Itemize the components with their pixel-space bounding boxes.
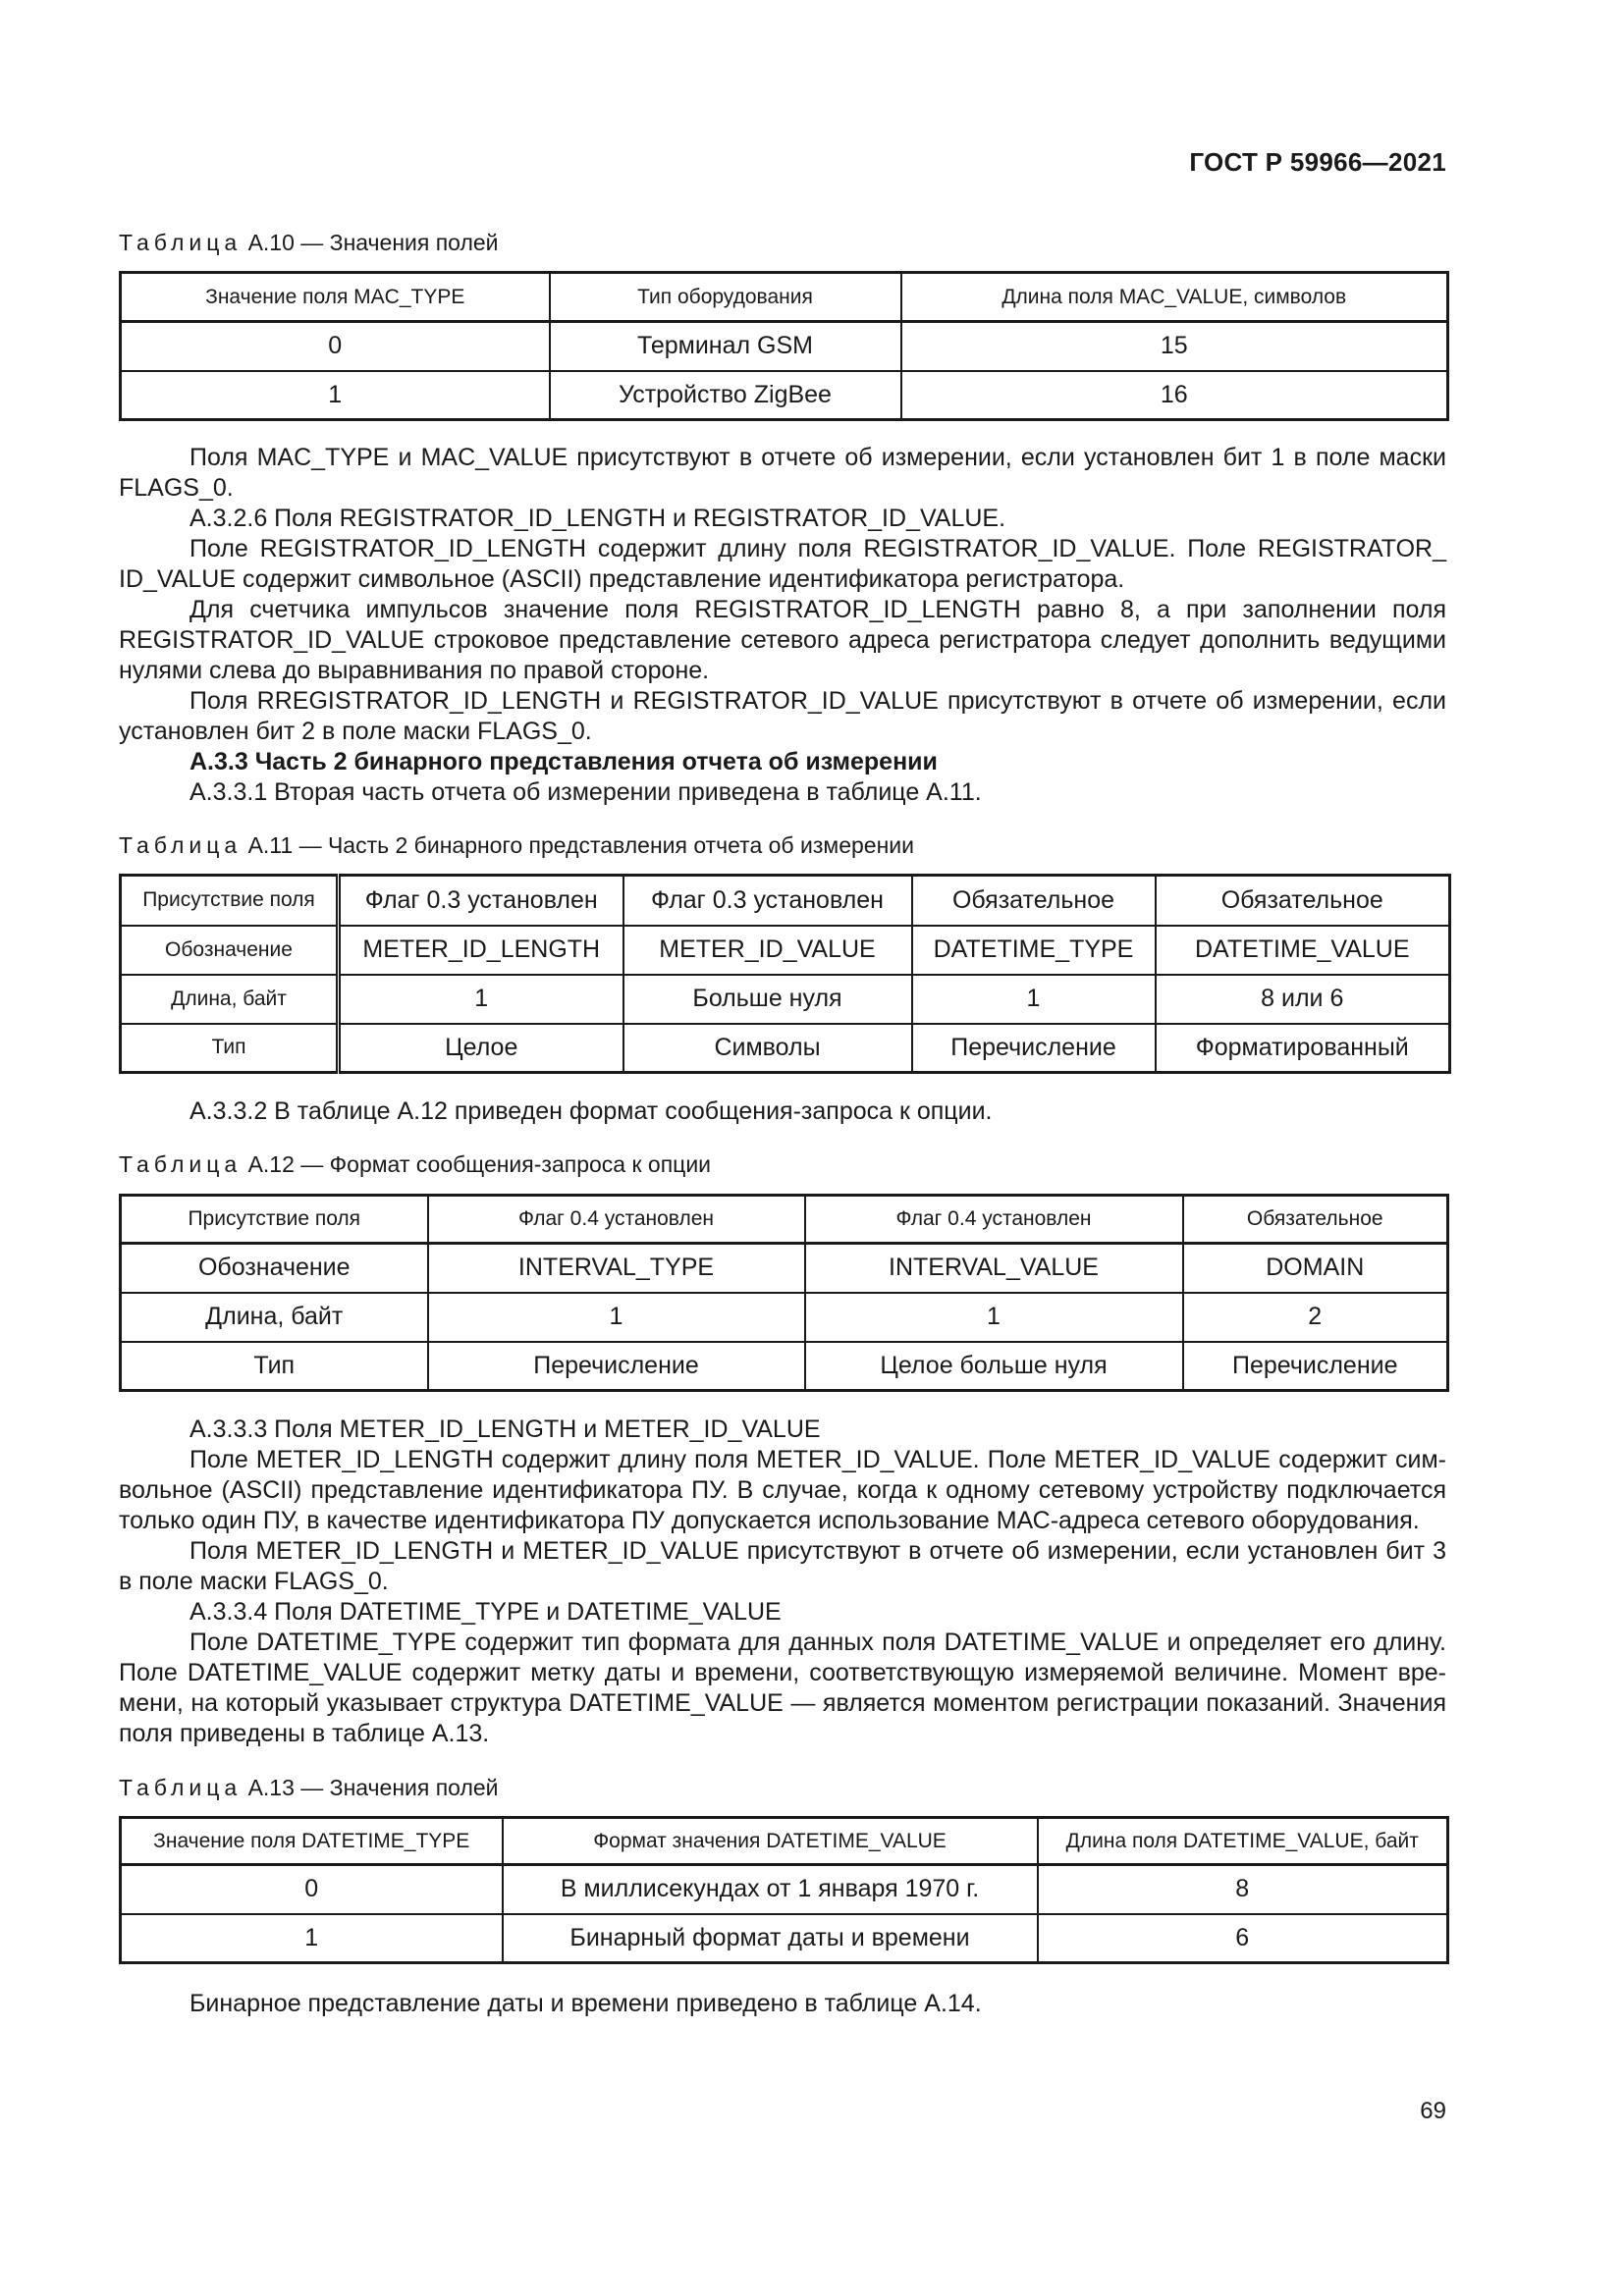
- table-a13-header-row: [121, 1818, 1448, 1865]
- table-a12: [119, 1194, 1449, 1392]
- table-a12-header-cell: Флаг 0.4 установлен: [428, 1196, 805, 1244]
- table-cell: 16: [901, 371, 1448, 420]
- table-a10-caption-text: А.10 — Значения полей: [242, 230, 499, 255]
- table-cell: Обязательное: [1156, 876, 1450, 926]
- document-id-header: ГОСТ Р 59966—2021: [1189, 147, 1446, 177]
- paragraph-block-1: [119, 443, 1446, 808]
- table-a12-header-cell: Флаг 0.4 установлен: [805, 1196, 1183, 1244]
- table-row-label: Длина, байт: [121, 1293, 428, 1342]
- paragraph-block-2: [119, 1415, 1446, 1749]
- paragraph: Поля MAC_TYPE и MAC_VALUE присутствуют в отчете об измерении, если установлен бит 1 в поле маски FLAGS_0.: [119, 444, 1446, 502]
- table-row: [121, 322, 1448, 371]
- table-row: [121, 926, 1450, 975]
- paragraph: Поля METER_ID_LENGTH и METER_ID_VALUE присутствуют в отчете об измерении, если установлен бит 3 в поле маски FLAGS_0.: [119, 1537, 1446, 1595]
- table-row-label: Тип: [121, 1024, 339, 1073]
- table-row: [121, 1914, 1448, 1963]
- table-cell: Перечисление: [428, 1342, 805, 1391]
- paragraph: Для счетчика импульсов значение поля REGISTRATOR_ID_LENGTH равно 8, а при заполнении поля REGISTRATOR_ID_VALUE строковое представление сетевого адреса регистратора следует дополнить ведущими нулями слева до выравнивания по правой стороне.: [119, 596, 1446, 684]
- table-cell: Устройство ZigBee: [550, 371, 901, 420]
- paragraph: Поле METER_ID_LENGTH содержит длину поля METER_ID_VALUE. Поле METER_ID_VALUE содержит сим-вольное (ASCII) представление идентификатора ПУ. В случае, когда к одному сетевому устройству подключается только один ПУ, в качестве идентификатора ПУ допускается использование МАС-адреса сетевого оборудования.: [119, 1446, 1446, 1534]
- table-row: [121, 371, 1448, 420]
- table-cell: Символы: [623, 1024, 912, 1073]
- table-cell: INTERVAL_TYPE: [428, 1244, 805, 1293]
- table-cell: Форматированный: [1156, 1024, 1450, 1073]
- paragraph: Поле REGISTRATOR_ID_LENGTH содержит длину поля REGISTRATOR_ID_VALUE. Поле REGISTRATOR_ ID_VALUE содержит символьное (ASCII) представление идентификатора регистратора.: [119, 535, 1446, 593]
- paragraph-a332: А.3.3.2 В таблице А.12 приведен формат сообщения-запроса к опции.: [189, 1097, 993, 1125]
- table-a13-caption-text: А.13 — Значения полей: [242, 1775, 499, 1800]
- table-a13-caption-word: Таблица: [119, 1775, 243, 1800]
- table-cell: Целое больше нуля: [805, 1342, 1183, 1391]
- table-cell: METER_ID_VALUE: [623, 926, 912, 975]
- table-row-label: Тип: [121, 1342, 428, 1391]
- table-cell: Бинарный формат даты и времени: [503, 1914, 1038, 1963]
- table-a13-header-cell: Формат значения DATETIME_VALUE: [503, 1818, 1038, 1865]
- table-cell: INTERVAL_VALUE: [805, 1244, 1183, 1293]
- table-row: [121, 1865, 1448, 1914]
- table-a12-header-cell: Обязательное: [1183, 1196, 1448, 1244]
- table-a10-header-cell: Длина поля MAC_VALUE, символов: [901, 273, 1448, 322]
- table-cell: 8: [1038, 1865, 1448, 1914]
- table-cell: 8 или 6: [1156, 975, 1450, 1024]
- table-cell: 1: [428, 1293, 805, 1342]
- table-a12-caption-text: А.12 — Формат сообщения-запроса к опции: [242, 1151, 712, 1177]
- table-row-label: Присутствие поля: [121, 876, 339, 926]
- table-cell: Больше нуля: [623, 975, 912, 1024]
- table-a12-caption-word: Таблица: [119, 1151, 243, 1177]
- table-cell: 1: [339, 975, 623, 1024]
- paragraph-final: Бинарное представление даты и времени приведено в таблице А.14.: [189, 1990, 982, 2017]
- table-row: [121, 1024, 1450, 1073]
- section-heading-a33: А.3.3 Часть 2 бинарного представления отчета об измерении: [189, 748, 938, 775]
- page-number: 69: [1420, 2098, 1446, 2124]
- table-a10-header-cell: Значение поля MAC_TYPE: [121, 273, 550, 322]
- table-a12-caption: [119, 1151, 711, 1178]
- table-cell: Терминал GSM: [550, 322, 901, 371]
- table-cell: Флаг 0.3 установлен: [339, 876, 623, 926]
- table-row-label: Обозначение: [121, 1244, 428, 1293]
- table-cell: 2: [1183, 1293, 1448, 1342]
- table-a11-caption-word: Таблица: [119, 832, 243, 858]
- table-cell: 0: [121, 322, 550, 371]
- paragraph: Поля RREGISTRATOR_ID_LENGTH и REGISTRATOR_ID_VALUE присутствуют в отчете об измерении, если установлен бит 2 в поле маски FLAGS_0.: [119, 687, 1446, 745]
- table-cell: DATETIME_VALUE: [1156, 926, 1450, 975]
- table-a11-caption-text: А.11 — Часть 2 бинарного представления отчета об измерении: [242, 832, 914, 858]
- table-cell: Перечисление: [1183, 1342, 1448, 1391]
- table-a10: [119, 271, 1449, 421]
- paragraph: Поле DATETIME_TYPE содержит тип формата для данных поля DATETIME_VALUE и определяет его длину. Поле DATETIME_VALUE содержит метку даты и времени, соответствующую измеряемой величине. Момент вре-мени, на который указывает структура DATETIME_VALUE — является моментом регистрации показаний. Значения поля приведены в таблице А.13.: [119, 1629, 1446, 1747]
- table-cell: В миллисекундах от 1 января 1970 г.: [503, 1865, 1038, 1914]
- table-row: [121, 975, 1450, 1024]
- table-a11-caption: [119, 832, 914, 859]
- table-cell: DATETIME_TYPE: [912, 926, 1156, 975]
- table-cell: 1: [805, 1293, 1183, 1342]
- table-a13-header-cell: Значение поля DATETIME_TYPE: [121, 1818, 503, 1865]
- table-row: [121, 1293, 1448, 1342]
- table-cell: 1: [121, 371, 550, 420]
- table-cell: 1: [912, 975, 1156, 1024]
- table-cell: DOMAIN: [1183, 1244, 1448, 1293]
- section-heading-a326: А.3.2.6 Поля REGISTRATOR_ID_LENGTH и REGISTRATOR_ID_VALUE.: [189, 505, 1006, 532]
- table-row-label: Обозначение: [121, 926, 339, 975]
- section-heading-a333: А.3.3.3 Поля METER_ID_LENGTH и METER_ID_VALUE: [189, 1415, 821, 1443]
- table-cell: Флаг 0.3 установлен: [623, 876, 912, 926]
- table-a11: [119, 874, 1451, 1074]
- table-row: [121, 1342, 1448, 1391]
- table-cell: Обязательное: [912, 876, 1156, 926]
- section-heading-a334: А.3.3.4 Поля DATETIME_TYPE и DATETIME_VALUE: [189, 1598, 782, 1626]
- table-a10-caption: [119, 230, 499, 256]
- table-a12-header-cell: Присутствие поля: [121, 1196, 428, 1244]
- table-a13-header-cell: Длина поля DATETIME_VALUE, байт: [1038, 1818, 1448, 1865]
- table-a13: [119, 1816, 1449, 1964]
- table-cell: 6: [1038, 1914, 1448, 1963]
- paragraph: А.3.3.1 Вторая часть отчета об измерении приведена в таблице А.11.: [189, 778, 982, 806]
- table-cell: 0: [121, 1865, 503, 1914]
- table-a10-header-cell: Тип оборудования: [550, 273, 901, 322]
- table-cell: Перечисление: [912, 1024, 1156, 1073]
- table-a10-caption-word: Таблица: [119, 230, 243, 255]
- table-a10-header-row: [121, 273, 1448, 322]
- table-cell: 15: [901, 322, 1448, 371]
- table-cell: METER_ID_LENGTH: [339, 926, 623, 975]
- table-cell: 1: [121, 1914, 503, 1963]
- table-row-label: Длина, байт: [121, 975, 339, 1024]
- table-cell: Целое: [339, 1024, 623, 1073]
- table-a13-caption: [119, 1775, 499, 1801]
- table-row: [121, 876, 1450, 926]
- table-row: [121, 1244, 1448, 1293]
- table-a12-header-row: [121, 1196, 1448, 1244]
